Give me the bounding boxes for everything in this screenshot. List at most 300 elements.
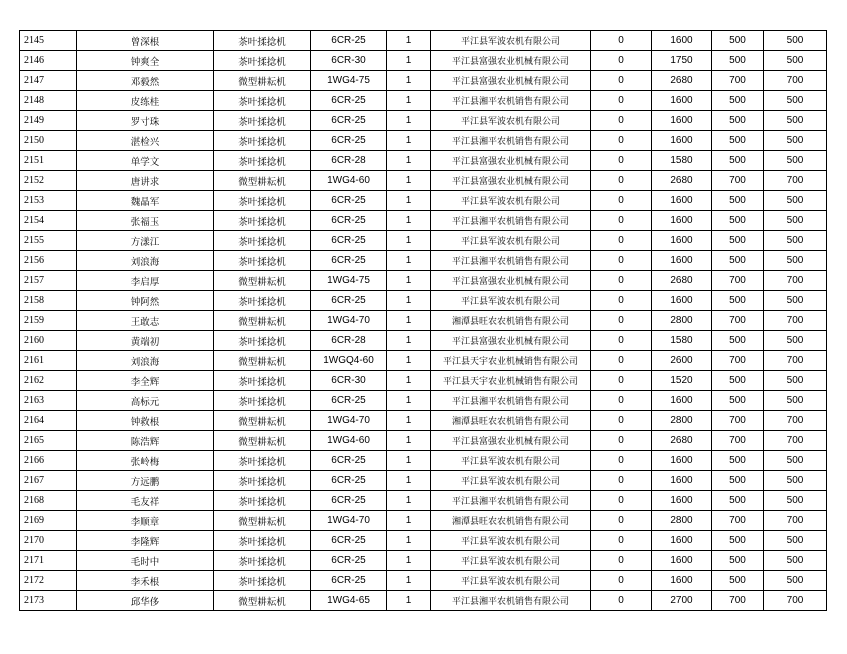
table-row bbox=[20, 571, 827, 591]
cell-zero-value: 0 bbox=[591, 311, 652, 331]
cell-serial-number: 2154 bbox=[20, 211, 77, 231]
cell-dealer: 平江县富强农业机械有限公司 bbox=[431, 71, 591, 91]
cell-dealer: 平江县富强农业机械有限公司 bbox=[431, 51, 591, 71]
cell-zero-value: 0 bbox=[591, 131, 652, 151]
cell-price: 1600 bbox=[652, 191, 712, 211]
cell-farmer-name: 李顺章 bbox=[77, 511, 214, 531]
cell-dealer: 平江县富强农业机械有限公司 bbox=[431, 151, 591, 171]
table-row bbox=[20, 211, 827, 231]
cell-zero-value: 0 bbox=[591, 51, 652, 71]
cell-serial-number: 2149 bbox=[20, 111, 77, 131]
cell-machine-type: 茶叶揉捻机 bbox=[214, 451, 311, 471]
cell-zero-value: 0 bbox=[591, 351, 652, 371]
cell-price: 1600 bbox=[652, 491, 712, 511]
cell-farmer-name: 刘浪海 bbox=[77, 351, 214, 371]
cell-machine-model: 6CR-28 bbox=[311, 331, 387, 351]
cell-farmer-name: 李全辉 bbox=[77, 371, 214, 391]
cell-dealer: 平江县军波农机有限公司 bbox=[431, 471, 591, 491]
cell-serial-number: 2164 bbox=[20, 411, 77, 431]
cell-farmer-name: 刘浪海 bbox=[77, 251, 214, 271]
cell-machine-type: 茶叶揉捻机 bbox=[214, 111, 311, 131]
cell-farmer-name: 单学文 bbox=[77, 151, 214, 171]
cell-zero-value: 0 bbox=[591, 511, 652, 531]
cell-farmer-name: 黄端初 bbox=[77, 331, 214, 351]
cell-machine-type: 茶叶揉捻机 bbox=[214, 291, 311, 311]
cell-quantity: 1 bbox=[387, 511, 431, 531]
cell-farmer-name: 李隆辉 bbox=[77, 531, 214, 551]
cell-price: 1750 bbox=[652, 51, 712, 71]
cell-machine-type: 微型耕耘机 bbox=[214, 351, 311, 371]
cell-subsidy-b: 500 bbox=[764, 491, 827, 511]
cell-machine-type: 茶叶揉捻机 bbox=[214, 91, 311, 111]
cell-subsidy-a: 500 bbox=[712, 211, 764, 231]
table-row bbox=[20, 451, 827, 471]
cell-machine-type: 茶叶揉捻机 bbox=[214, 551, 311, 571]
cell-quantity: 1 bbox=[387, 311, 431, 331]
cell-price: 1520 bbox=[652, 371, 712, 391]
table-row bbox=[20, 351, 827, 371]
cell-machine-model: 6CR-25 bbox=[311, 231, 387, 251]
cell-serial-number: 2171 bbox=[20, 551, 77, 571]
cell-price: 1600 bbox=[652, 91, 712, 111]
table-row bbox=[20, 231, 827, 251]
cell-serial-number: 2145 bbox=[20, 31, 77, 51]
cell-quantity: 1 bbox=[387, 131, 431, 151]
cell-subsidy-b: 700 bbox=[764, 431, 827, 451]
cell-farmer-name: 张岭梅 bbox=[77, 451, 214, 471]
table-row bbox=[20, 271, 827, 291]
cell-machine-model: 6CR-25 bbox=[311, 491, 387, 511]
cell-quantity: 1 bbox=[387, 491, 431, 511]
table-row bbox=[20, 311, 827, 331]
cell-dealer: 平江县富强农业机械有限公司 bbox=[431, 331, 591, 351]
table-row bbox=[20, 491, 827, 511]
cell-subsidy-b: 700 bbox=[764, 271, 827, 291]
table-row bbox=[20, 531, 827, 551]
cell-quantity: 1 bbox=[387, 591, 431, 611]
cell-farmer-name: 湛检兴 bbox=[77, 131, 214, 151]
table-row bbox=[20, 291, 827, 311]
cell-dealer: 平江县湘平农机销售有限公司 bbox=[431, 491, 591, 511]
table-row bbox=[20, 151, 827, 171]
cell-zero-value: 0 bbox=[591, 291, 652, 311]
cell-farmer-name: 王敢志 bbox=[77, 311, 214, 331]
cell-farmer-name: 李启厚 bbox=[77, 271, 214, 291]
cell-dealer: 平江县富强农业机械有限公司 bbox=[431, 271, 591, 291]
cell-machine-model: 1WG4-70 bbox=[311, 411, 387, 431]
table-row bbox=[20, 411, 827, 431]
cell-farmer-name: 皮练桂 bbox=[77, 91, 214, 111]
cell-machine-model: 6CR-25 bbox=[311, 251, 387, 271]
cell-price: 1600 bbox=[652, 471, 712, 491]
cell-farmer-name: 高标元 bbox=[77, 391, 214, 411]
cell-subsidy-a: 700 bbox=[712, 431, 764, 451]
cell-subsidy-a: 500 bbox=[712, 191, 764, 211]
table-row bbox=[20, 191, 827, 211]
cell-price: 2800 bbox=[652, 311, 712, 331]
cell-quantity: 1 bbox=[387, 371, 431, 391]
cell-machine-model: 6CR-25 bbox=[311, 391, 387, 411]
cell-dealer: 平江县军波农机有限公司 bbox=[431, 31, 591, 51]
cell-quantity: 1 bbox=[387, 431, 431, 451]
cell-subsidy-a: 700 bbox=[712, 311, 764, 331]
table-body bbox=[20, 31, 827, 611]
cell-farmer-name: 邱华侈 bbox=[77, 591, 214, 611]
cell-quantity: 1 bbox=[387, 31, 431, 51]
cell-machine-model: 1WG4-75 bbox=[311, 271, 387, 291]
cell-zero-value: 0 bbox=[591, 591, 652, 611]
subsidy-sheet bbox=[19, 30, 827, 611]
cell-subsidy-b: 500 bbox=[764, 331, 827, 351]
cell-zero-value: 0 bbox=[591, 411, 652, 431]
cell-zero-value: 0 bbox=[591, 371, 652, 391]
cell-zero-value: 0 bbox=[591, 391, 652, 411]
cell-machine-model: 1WGQ4-60 bbox=[311, 351, 387, 371]
cell-zero-value: 0 bbox=[591, 491, 652, 511]
cell-subsidy-b: 500 bbox=[764, 211, 827, 231]
cell-serial-number: 2162 bbox=[20, 371, 77, 391]
cell-machine-model: 6CR-25 bbox=[311, 551, 387, 571]
cell-dealer: 湘潭县旺农农机销售有限公司 bbox=[431, 511, 591, 531]
cell-serial-number: 2151 bbox=[20, 151, 77, 171]
cell-quantity: 1 bbox=[387, 51, 431, 71]
cell-subsidy-a: 500 bbox=[712, 451, 764, 471]
cell-dealer: 湘潭县旺农农机销售有限公司 bbox=[431, 311, 591, 331]
cell-dealer: 平江县富强农业机械有限公司 bbox=[431, 431, 591, 451]
cell-subsidy-a: 700 bbox=[712, 591, 764, 611]
cell-machine-model: 1WG4-60 bbox=[311, 171, 387, 191]
table-row bbox=[20, 391, 827, 411]
cell-zero-value: 0 bbox=[591, 71, 652, 91]
cell-price: 2680 bbox=[652, 71, 712, 91]
cell-subsidy-b: 700 bbox=[764, 511, 827, 531]
cell-farmer-name: 曾深根 bbox=[77, 31, 214, 51]
cell-machine-type: 茶叶揉捻机 bbox=[214, 251, 311, 271]
cell-zero-value: 0 bbox=[591, 471, 652, 491]
cell-quantity: 1 bbox=[387, 271, 431, 291]
cell-machine-model: 6CR-25 bbox=[311, 191, 387, 211]
table-row bbox=[20, 71, 827, 91]
cell-subsidy-a: 700 bbox=[712, 171, 764, 191]
cell-serial-number: 2152 bbox=[20, 171, 77, 191]
cell-dealer: 平江县军波农机有限公司 bbox=[431, 191, 591, 211]
table-row bbox=[20, 111, 827, 131]
cell-subsidy-a: 500 bbox=[712, 391, 764, 411]
cell-dealer: 平江县军波农机有限公司 bbox=[431, 551, 591, 571]
cell-serial-number: 2169 bbox=[20, 511, 77, 531]
cell-serial-number: 2157 bbox=[20, 271, 77, 291]
cell-zero-value: 0 bbox=[591, 231, 652, 251]
cell-farmer-name: 钟爽全 bbox=[77, 51, 214, 71]
cell-machine-type: 茶叶揉捻机 bbox=[214, 151, 311, 171]
cell-dealer: 平江县军波农机有限公司 bbox=[431, 451, 591, 471]
cell-dealer: 平江县湘平农机销售有限公司 bbox=[431, 591, 591, 611]
cell-farmer-name: 张福玉 bbox=[77, 211, 214, 231]
table-row bbox=[20, 371, 827, 391]
cell-price: 1600 bbox=[652, 131, 712, 151]
cell-machine-type: 微型耕耘机 bbox=[214, 431, 311, 451]
cell-machine-model: 1WG4-60 bbox=[311, 431, 387, 451]
cell-price: 1600 bbox=[652, 231, 712, 251]
cell-subsidy-a: 700 bbox=[712, 511, 764, 531]
table-row bbox=[20, 331, 827, 351]
cell-machine-model: 6CR-30 bbox=[311, 371, 387, 391]
cell-subsidy-b: 500 bbox=[764, 231, 827, 251]
cell-machine-model: 6CR-25 bbox=[311, 531, 387, 551]
cell-machine-type: 茶叶揉捻机 bbox=[214, 471, 311, 491]
cell-price: 1580 bbox=[652, 331, 712, 351]
cell-price: 1600 bbox=[652, 571, 712, 591]
cell-subsidy-b: 500 bbox=[764, 451, 827, 471]
cell-quantity: 1 bbox=[387, 391, 431, 411]
cell-subsidy-a: 700 bbox=[712, 411, 764, 431]
cell-price: 1600 bbox=[652, 211, 712, 231]
cell-farmer-name: 钟救根 bbox=[77, 411, 214, 431]
cell-zero-value: 0 bbox=[591, 331, 652, 351]
cell-serial-number: 2147 bbox=[20, 71, 77, 91]
cell-subsidy-b: 500 bbox=[764, 251, 827, 271]
cell-subsidy-a: 500 bbox=[712, 291, 764, 311]
cell-subsidy-a: 500 bbox=[712, 531, 764, 551]
cell-serial-number: 2146 bbox=[20, 51, 77, 71]
cell-machine-model: 1WG4-65 bbox=[311, 591, 387, 611]
cell-quantity: 1 bbox=[387, 351, 431, 371]
cell-subsidy-a: 500 bbox=[712, 491, 764, 511]
cell-machine-type: 微型耕耘机 bbox=[214, 591, 311, 611]
cell-quantity: 1 bbox=[387, 171, 431, 191]
cell-dealer: 平江县天宇农业机械销售有限公司 bbox=[431, 351, 591, 371]
cell-machine-model: 6CR-25 bbox=[311, 111, 387, 131]
cell-quantity: 1 bbox=[387, 191, 431, 211]
cell-farmer-name: 李禾根 bbox=[77, 571, 214, 591]
cell-serial-number: 2166 bbox=[20, 451, 77, 471]
cell-serial-number: 2150 bbox=[20, 131, 77, 151]
cell-farmer-name: 钟阿然 bbox=[77, 291, 214, 311]
cell-machine-model: 6CR-25 bbox=[311, 31, 387, 51]
cell-subsidy-a: 500 bbox=[712, 91, 764, 111]
cell-subsidy-b: 500 bbox=[764, 51, 827, 71]
cell-quantity: 1 bbox=[387, 551, 431, 571]
cell-zero-value: 0 bbox=[591, 531, 652, 551]
cell-zero-value: 0 bbox=[591, 251, 652, 271]
cell-machine-model: 6CR-25 bbox=[311, 91, 387, 111]
cell-subsidy-a: 500 bbox=[712, 251, 764, 271]
cell-dealer: 平江县湘平农机销售有限公司 bbox=[431, 211, 591, 231]
cell-machine-model: 1WG4-70 bbox=[311, 311, 387, 331]
cell-quantity: 1 bbox=[387, 231, 431, 251]
cell-price: 1600 bbox=[652, 291, 712, 311]
cell-machine-type: 微型耕耘机 bbox=[214, 171, 311, 191]
cell-machine-model: 1WG4-70 bbox=[311, 511, 387, 531]
cell-farmer-name: 魏晶军 bbox=[77, 191, 214, 211]
cell-dealer: 平江县军波农机有限公司 bbox=[431, 571, 591, 591]
cell-dealer: 平江县军波农机有限公司 bbox=[431, 231, 591, 251]
cell-subsidy-b: 500 bbox=[764, 31, 827, 51]
cell-quantity: 1 bbox=[387, 91, 431, 111]
cell-dealer: 平江县军波农机有限公司 bbox=[431, 531, 591, 551]
cell-zero-value: 0 bbox=[591, 451, 652, 471]
cell-subsidy-b: 500 bbox=[764, 471, 827, 491]
cell-price: 2680 bbox=[652, 271, 712, 291]
cell-quantity: 1 bbox=[387, 471, 431, 491]
cell-farmer-name: 唐讲求 bbox=[77, 171, 214, 191]
cell-machine-model: 6CR-30 bbox=[311, 51, 387, 71]
cell-serial-number: 2165 bbox=[20, 431, 77, 451]
cell-dealer: 平江县军波农机有限公司 bbox=[431, 111, 591, 131]
table-row bbox=[20, 591, 827, 611]
cell-farmer-name: 陈浩辉 bbox=[77, 431, 214, 451]
cell-zero-value: 0 bbox=[591, 31, 652, 51]
cell-farmer-name: 方远鹏 bbox=[77, 471, 214, 491]
cell-subsidy-a: 500 bbox=[712, 131, 764, 151]
cell-machine-type: 茶叶揉捻机 bbox=[214, 211, 311, 231]
cell-price: 2800 bbox=[652, 511, 712, 531]
cell-price: 1600 bbox=[652, 551, 712, 571]
cell-subsidy-a: 500 bbox=[712, 471, 764, 491]
cell-price: 2700 bbox=[652, 591, 712, 611]
cell-price: 2680 bbox=[652, 171, 712, 191]
cell-serial-number: 2153 bbox=[20, 191, 77, 211]
cell-quantity: 1 bbox=[387, 251, 431, 271]
cell-serial-number: 2163 bbox=[20, 391, 77, 411]
cell-zero-value: 0 bbox=[591, 91, 652, 111]
cell-price: 1600 bbox=[652, 531, 712, 551]
cell-quantity: 1 bbox=[387, 571, 431, 591]
cell-subsidy-b: 700 bbox=[764, 71, 827, 91]
cell-serial-number: 2160 bbox=[20, 331, 77, 351]
cell-quantity: 1 bbox=[387, 451, 431, 471]
cell-price: 2600 bbox=[652, 351, 712, 371]
cell-price: 1600 bbox=[652, 31, 712, 51]
cell-subsidy-b: 500 bbox=[764, 551, 827, 571]
cell-machine-model: 6CR-25 bbox=[311, 471, 387, 491]
cell-machine-model: 6CR-25 bbox=[311, 451, 387, 471]
cell-subsidy-b: 500 bbox=[764, 91, 827, 111]
cell-quantity: 1 bbox=[387, 71, 431, 91]
table-row bbox=[20, 91, 827, 111]
cell-farmer-name: 毛友祥 bbox=[77, 491, 214, 511]
cell-subsidy-b: 500 bbox=[764, 131, 827, 151]
table-row bbox=[20, 511, 827, 531]
cell-farmer-name: 罗寸珠 bbox=[77, 111, 214, 131]
table-row bbox=[20, 51, 827, 71]
cell-price: 1600 bbox=[652, 111, 712, 131]
cell-dealer: 平江县军波农机有限公司 bbox=[431, 291, 591, 311]
cell-subsidy-a: 500 bbox=[712, 31, 764, 51]
cell-serial-number: 2173 bbox=[20, 591, 77, 611]
cell-quantity: 1 bbox=[387, 291, 431, 311]
cell-quantity: 1 bbox=[387, 111, 431, 131]
subsidy-table bbox=[19, 30, 827, 611]
cell-dealer: 平江县湘平农机销售有限公司 bbox=[431, 391, 591, 411]
cell-machine-model: 6CR-25 bbox=[311, 131, 387, 151]
cell-subsidy-b: 700 bbox=[764, 591, 827, 611]
cell-subsidy-b: 500 bbox=[764, 571, 827, 591]
cell-quantity: 1 bbox=[387, 211, 431, 231]
cell-machine-type: 微型耕耘机 bbox=[214, 411, 311, 431]
cell-quantity: 1 bbox=[387, 531, 431, 551]
cell-machine-type: 茶叶揉捻机 bbox=[214, 571, 311, 591]
cell-serial-number: 2148 bbox=[20, 91, 77, 111]
cell-price: 1600 bbox=[652, 451, 712, 471]
cell-machine-type: 茶叶揉捻机 bbox=[214, 231, 311, 251]
cell-serial-number: 2168 bbox=[20, 491, 77, 511]
cell-subsidy-a: 500 bbox=[712, 151, 764, 171]
cell-subsidy-b: 500 bbox=[764, 291, 827, 311]
cell-price: 1600 bbox=[652, 251, 712, 271]
cell-zero-value: 0 bbox=[591, 431, 652, 451]
cell-machine-type: 微型耕耘机 bbox=[214, 271, 311, 291]
cell-quantity: 1 bbox=[387, 411, 431, 431]
cell-serial-number: 2156 bbox=[20, 251, 77, 271]
cell-subsidy-b: 700 bbox=[764, 311, 827, 331]
cell-subsidy-b: 500 bbox=[764, 391, 827, 411]
cell-zero-value: 0 bbox=[591, 191, 652, 211]
cell-quantity: 1 bbox=[387, 151, 431, 171]
table-row bbox=[20, 131, 827, 151]
cell-subsidy-a: 700 bbox=[712, 71, 764, 91]
cell-serial-number: 2158 bbox=[20, 291, 77, 311]
table-row bbox=[20, 251, 827, 271]
cell-subsidy-b: 500 bbox=[764, 371, 827, 391]
cell-zero-value: 0 bbox=[591, 151, 652, 171]
cell-machine-type: 茶叶揉捻机 bbox=[214, 531, 311, 551]
cell-machine-type: 微型耕耘机 bbox=[214, 511, 311, 531]
cell-dealer: 平江县富强农业机械有限公司 bbox=[431, 171, 591, 191]
cell-farmer-name: 方漾江 bbox=[77, 231, 214, 251]
cell-machine-model: 1WG4-75 bbox=[311, 71, 387, 91]
cell-subsidy-a: 500 bbox=[712, 51, 764, 71]
cell-zero-value: 0 bbox=[591, 271, 652, 291]
cell-machine-type: 茶叶揉捻机 bbox=[214, 51, 311, 71]
cell-serial-number: 2159 bbox=[20, 311, 77, 331]
cell-serial-number: 2161 bbox=[20, 351, 77, 371]
cell-subsidy-b: 500 bbox=[764, 191, 827, 211]
cell-subsidy-a: 500 bbox=[712, 371, 764, 391]
cell-machine-type: 茶叶揉捻机 bbox=[214, 331, 311, 351]
cell-subsidy-b: 500 bbox=[764, 151, 827, 171]
cell-dealer: 湘潭县旺农农机销售有限公司 bbox=[431, 411, 591, 431]
table-row bbox=[20, 31, 827, 51]
cell-subsidy-b: 500 bbox=[764, 111, 827, 131]
cell-machine-model: 6CR-25 bbox=[311, 291, 387, 311]
cell-subsidy-a: 500 bbox=[712, 231, 764, 251]
cell-machine-type: 茶叶揉捻机 bbox=[214, 191, 311, 211]
cell-subsidy-b: 700 bbox=[764, 411, 827, 431]
cell-machine-type: 微型耕耘机 bbox=[214, 311, 311, 331]
cell-subsidy-b: 700 bbox=[764, 351, 827, 371]
cell-serial-number: 2170 bbox=[20, 531, 77, 551]
cell-machine-type: 茶叶揉捻机 bbox=[214, 131, 311, 151]
cell-serial-number: 2172 bbox=[20, 571, 77, 591]
cell-quantity: 1 bbox=[387, 331, 431, 351]
cell-dealer: 平江县湘平农机销售有限公司 bbox=[431, 91, 591, 111]
cell-subsidy-a: 700 bbox=[712, 351, 764, 371]
cell-machine-type: 茶叶揉捻机 bbox=[214, 491, 311, 511]
cell-price: 2800 bbox=[652, 411, 712, 431]
cell-zero-value: 0 bbox=[591, 551, 652, 571]
table-row bbox=[20, 551, 827, 571]
cell-machine-model: 6CR-28 bbox=[311, 151, 387, 171]
cell-price: 2680 bbox=[652, 431, 712, 451]
cell-subsidy-a: 700 bbox=[712, 271, 764, 291]
cell-machine-type: 微型耕耘机 bbox=[214, 71, 311, 91]
cell-serial-number: 2167 bbox=[20, 471, 77, 491]
cell-farmer-name: 邓毅然 bbox=[77, 71, 214, 91]
cell-subsidy-b: 500 bbox=[764, 531, 827, 551]
cell-subsidy-a: 500 bbox=[712, 111, 764, 131]
cell-zero-value: 0 bbox=[591, 571, 652, 591]
